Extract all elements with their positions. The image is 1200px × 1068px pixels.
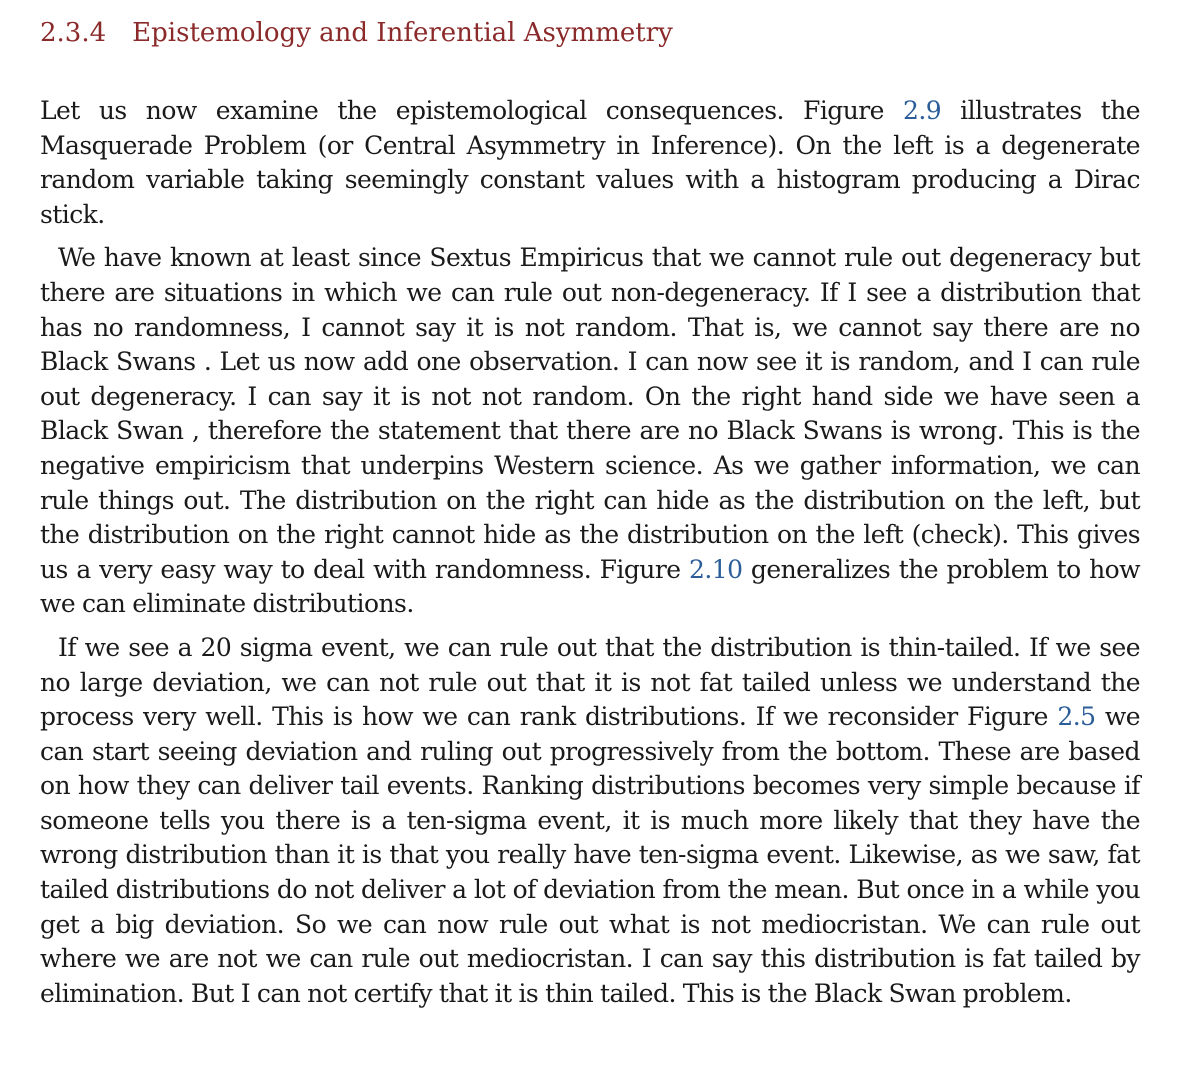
page — [40, 14, 1140, 1011]
paragraph-1 — [40, 94, 1140, 232]
figure-ref-2-9-link[interactable]: 2.9 — [903, 96, 942, 125]
section-number: 2.3.4 — [40, 18, 107, 48]
figure-ref-2-10-link[interactable]: 2.10 — [688, 554, 743, 584]
paragraph-1-text-b: illustrates the Masquerade Problem (or Central Asymmetry in Inference). On the left is a degenerate random variable taking seemingly constant values with a histogram producing a Dirac stick. — [40, 96, 1140, 229]
paragraph-3 — [40, 631, 1140, 1012]
paragraph-2-text-a: We have known at least since Sextus Empiricus that we cannot rule out degeneracy but there are situations in which we can rule out non-degeneracy. If I see a distribution that has no randomness, I cannot say it is not random. That is, we cannot say there are no Black Swans . Let us now add one observation. I can now see it is random, and I can rule out degeneracy. I can say it is not not random. On the right hand side we have seen a Black Swan , therefore the statement that there are no Black Swans is wrong. This is the negative empiricism that underpins Western science. As we gather information, we can rule things out. The distribution on the right can hide as the distribution on the left, but the distribution on the right cannot hide as the distribution on the left (check). This gives us a very easy way to deal with randomness. Figure — [40, 243, 1140, 584]
section-title: Epistemology and Inferential Asymmetry — [132, 18, 673, 48]
paragraph-2-text-b: generalizes the problem to how we can eliminate distributions. — [40, 554, 1140, 619]
figure-ref-2-5-link[interactable]: 2.5 — [1057, 702, 1096, 732]
paragraph-3-text-a: If we see a 20 sigma event, we can rule out that the distribution is thin-tailed. If we see no large deviation, we can not rule out that it is not fat tailed unless we understand the process very well. This is how we can rank distributions. If we reconsider Figure — [40, 632, 1140, 732]
section-heading — [40, 14, 1140, 52]
paragraph-2 — [40, 241, 1140, 622]
paragraph-3-text-b: we can start seeing deviation and ruling out progressively from the bottom. These are based on how they can deliver tail events. Ranking distributions becomes very simple because if someone tells you there is a ten-sigma event, it is much more likely that they have the wrong distribution than it is that you really have ten-sigma event. Likewise, as we saw, fat tailed distributions do not deliver a lot of deviation from the mean. But once in a while you get a big deviation. So we can now rule out what is not mediocristan. We can rule out where we are not we can rule out mediocristan. I can say this distribution is fat tailed by elimination. But I can not certify that it is thin tailed. This is the Black Swan problem. — [40, 702, 1140, 1008]
paragraph-1-text-a: Let us now examine the epistemological consequences. Figure — [40, 96, 903, 125]
